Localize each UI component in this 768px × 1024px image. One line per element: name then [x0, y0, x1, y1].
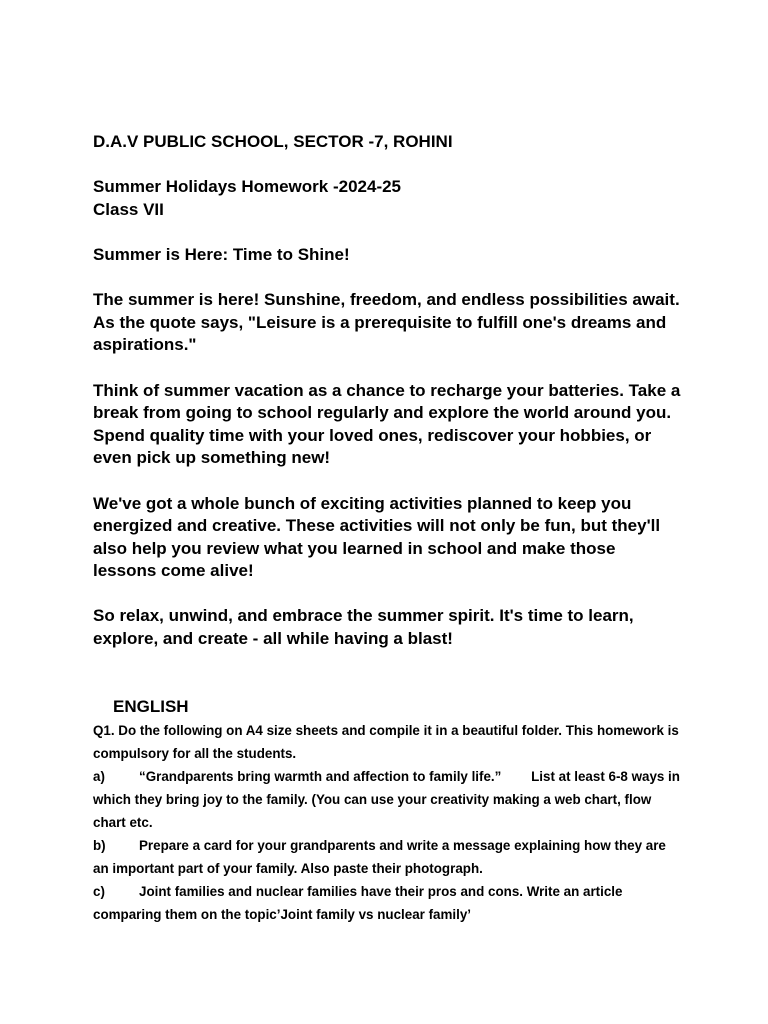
- question-item-c: [93, 880, 683, 926]
- document-page: [93, 131, 683, 926]
- item-marker: c): [93, 883, 105, 899]
- question-item-a: [93, 765, 683, 834]
- item-text: Joint families and nuclear families have their pros and cons. Write an article comparing them on the topic’Joint family vs nuclear family’: [93, 883, 623, 922]
- intro-paragraph: The summer is here! Sunshine, freedom, and endless possibilities await. As the quote says, "Leisure is a prerequisite to fulfill one's dreams and aspirations.": [93, 290, 680, 355]
- class-label: Class VII: [93, 199, 164, 219]
- intro-paragraph: We've got a whole bunch of exciting activities planned to keep you energized and creative. These activities will not only be fun, but they'll also help you review what you learned in school and make those lessons come alive!: [93, 493, 661, 581]
- intro-tagline: Summer is Here: Time to Shine!: [93, 244, 350, 264]
- intro-paragraph: Think of summer vacation as a chance to recharge your batteries. Take a break from going to school regularly and explore the world around you. Spend quality time with your loved ones, rediscover your hobbies, or even pick up something new!: [93, 380, 681, 468]
- school-name: D.A.V PUBLIC SCHOOL, SECTOR -7, ROHINI: [93, 132, 453, 151]
- item-text: List at least 6-8 ways in which they bring joy to the family. (You can use your creativity making a web chart, flow chart etc.: [93, 768, 680, 830]
- question-item-b: [93, 834, 683, 880]
- homework-title: Summer Holidays Homework -2024-25: [93, 177, 402, 197]
- item-quote: “Grandparents bring warmth and affection to family life.”: [139, 768, 502, 784]
- item-text: Prepare a card for your grandparents and write a message explaining how they are an important part of your family. Also paste their photograph.: [93, 837, 666, 876]
- item-marker: b): [93, 837, 106, 853]
- english-q1: Q1. Do the following on A4 size sheets and compile it in a beautiful folder. This homework is compulsory for all the students.: [93, 722, 679, 761]
- item-marker: a): [93, 768, 105, 784]
- intro-paragraph: So relax, unwind, and embrace the summer spirit. It's time to learn, explore, and create - all while having a blast!: [93, 606, 634, 649]
- english-heading: ENGLISH: [113, 696, 189, 716]
